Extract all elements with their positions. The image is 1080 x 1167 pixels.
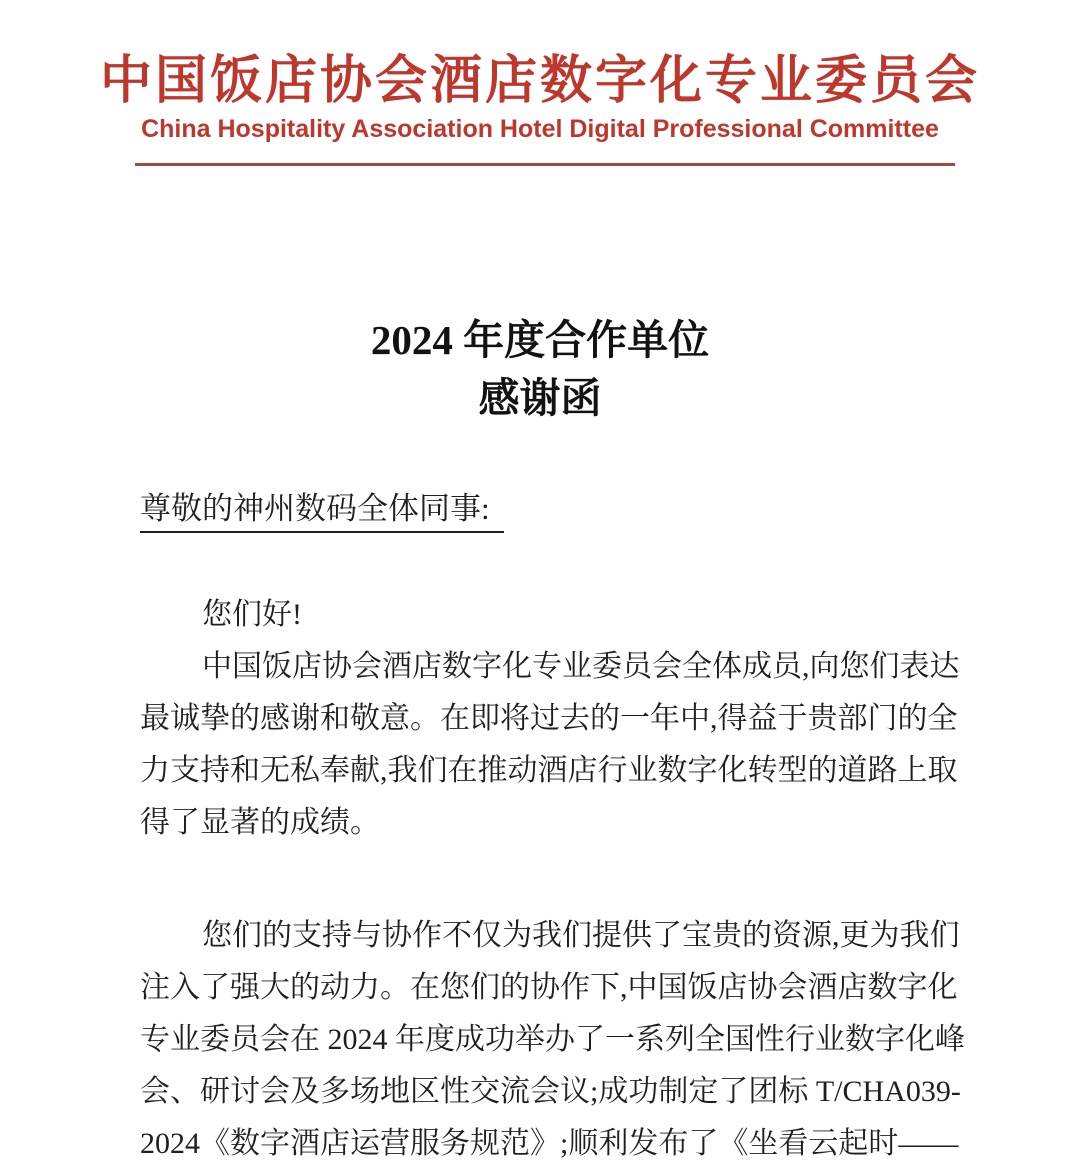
paragraph-spacer [140,849,942,910]
letter-body [140,589,965,1167]
salutation-text: 尊敬的神州数码全体同事: [140,490,504,533]
body-line: 您们的支持与协作不仅为我们提供了宝贵的资源,更为我们 [202,919,960,952]
body-line: 注入了强大的动力。在您们的协作下,中国饭店协会酒店数字化 [140,971,958,1004]
org-name-english: China Hospitality Association Hotel Digital Professional Committee [141,115,939,143]
body-line: 得了显著的成绩。 [140,806,380,839]
body-line: 2024《数字酒店运营服务规范》;顺利发布了《坐看云起时—— [140,1127,959,1160]
body-line: 您们好! [202,598,302,631]
body-line: 最诚挚的感谢和敬意。在即将过去的一年中,得益于贵部门的全 [140,702,958,735]
letter-title-line-2: 感谢函 [478,375,602,421]
letter-title-line-1: 2024 年度合作单位 [370,317,710,363]
body-line: 力支持和无私奉献,我们在推动酒店行业数字化转型的道路上取 [140,754,958,787]
letter-title [0,311,1080,427]
body-line: 专业委员会在 2024 年度成功举办了一系列全国性行业数字化峰 [140,1023,965,1056]
body-line: 中国饭店协会酒店数字化专业委员会全体成员,向您们表达 [202,650,960,683]
salutation [140,490,504,533]
letterhead-divider [135,163,955,166]
body-line: 会、研讨会及多场地区性交流会议;成功制定了团标 T/CHA039- [140,1075,961,1108]
org-name-chinese: 中国饭店协会酒店数字化专业委员会 [99,53,980,110]
